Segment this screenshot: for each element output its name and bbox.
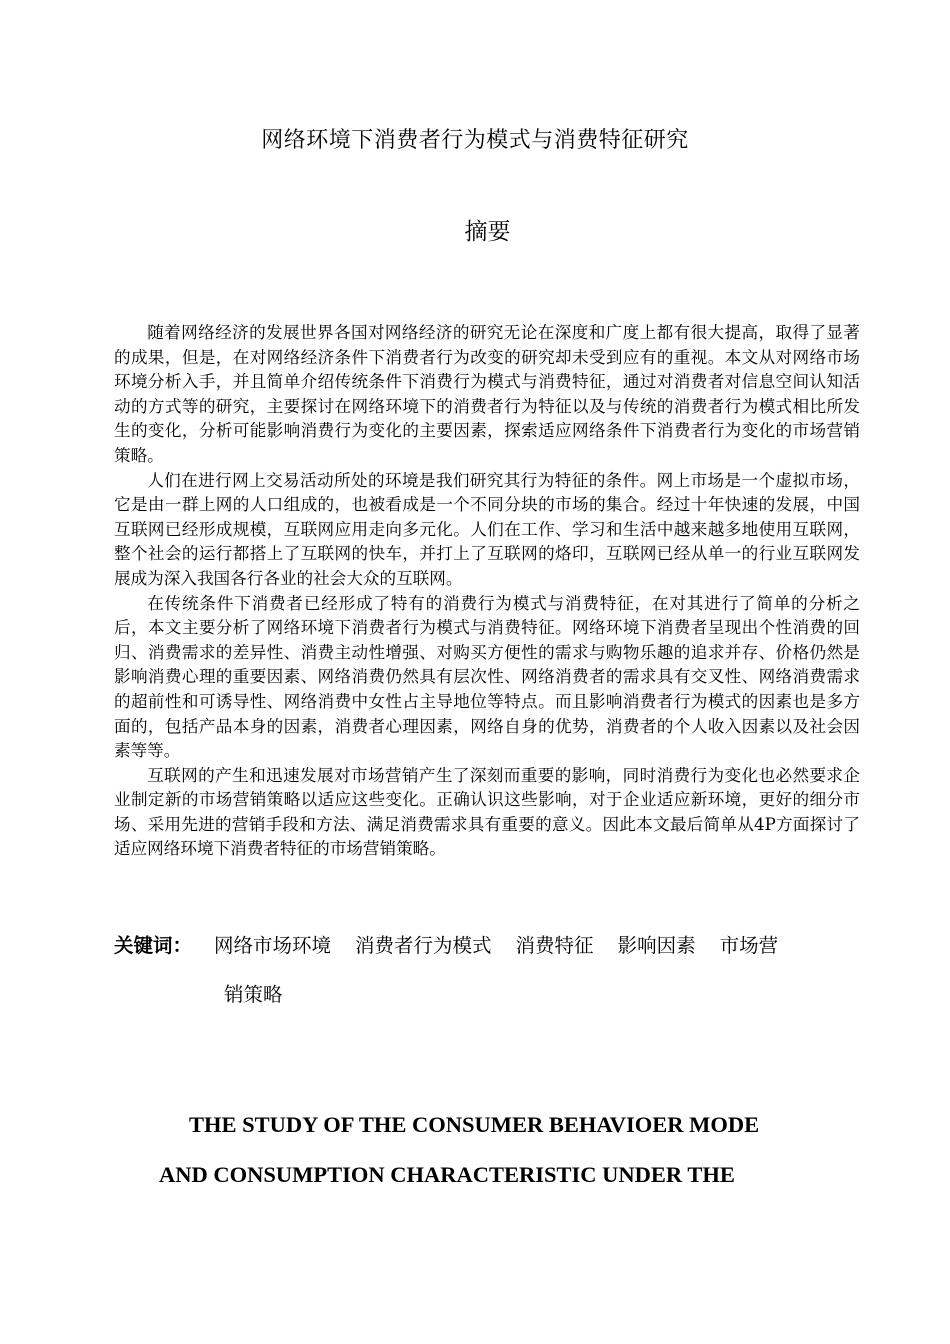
abstract-body <box>114 321 860 862</box>
keywords-section <box>114 930 864 1011</box>
abstract-paragraph: 互联网的产生和迅速发展对市场营销产生了深刻而重要的影响，同时消费行为变化也必然要求企业制定新的市场营销策略以适应这些变化。正确认识这些影响，对于企业适应新环境，更好的细分市场、采用先进的营销手段和方法、满足消费需求具有重要的意义。因此本文最后简单从4P方面探讨了适应网络环境下消费者特征的市场营销策略。 <box>114 765 860 859</box>
keywords-line <box>114 930 864 962</box>
keyword-term: 消费者行为模式 <box>355 934 492 957</box>
english-title-line: AND CONSUMPTION CHARACTERISTIC UNDER THE <box>159 1162 735 1187</box>
keyword-term: 网络市场环境 <box>214 934 332 957</box>
keyword-term: 消费特征 <box>515 934 594 957</box>
keyword-term: 影响因素 <box>617 934 696 957</box>
keyword-term: 市场营 <box>719 934 779 957</box>
chinese-title: 网络环境下消费者行为模式与消费特征研究 <box>261 128 689 153</box>
english-title <box>0 1100 950 1200</box>
abstract-paragraph: 随着网络经济的发展世界各国对网络经济的研究无论在深度和广度上都有很大提高，取得了显著的成果，但是，在对网络经济条件下消费者行为改变的研究却未受到应有的重视。本文从对网络市场环境分析入手，并且简单介绍传统条件下消费行为模式与消费特征，通过对消费者对信息空间认知活动的方式等的研究，主要探讨在网络环境下的消费者行为特征以及与传统的消费者行为模式相比所发生的变化，分析可能影响消费行为变化的主要因素，探索适应网络条件下消费者行为变化的市场营销策略。 <box>114 323 860 465</box>
abstract-heading: 摘要 <box>464 219 511 245</box>
keywords-continuation: 销策略 <box>224 983 283 1006</box>
keywords-label: 关键词： <box>114 934 193 957</box>
abstract-paragraph: 人们在进行网上交易活动所处的环境是我们研究其行为特征的条件。网上市场是一个虚拟市场，它是由一群上网的人口组成的，也被看成是一个不同分块的市场的集合。经过十年快速的发展，中国互联网已经形成规模，互联网应用走向多元化。人们在工作、学习和生活中越来越多地使用互联网，整个社会的运行都搭上了互联网的快车，并打上了互联网的烙印，互联网已经从单一的行业互联网发展成为深入我国各行各业的社会大众的互联网。 <box>114 470 860 588</box>
abstract-paragraph: 在传统条件下消费者已经形成了特有的消费行为模式与消费特征，在对其进行了简单的分析之后，本文主要分析了网络环境下消费者行为模式与消费特征。网络环境下消费者呈现出个性消费的回归、消费需求的差异性、消费主动性增强、对购买方便性的需求与购物乐趣的追求并存、价格仍然是影响消费心理的重要因素、网络消费仍然具有层次性、网络消费者的需求具有交叉性、网络消费需求的超前性和可诱导性、网络消费中女性占主导地位等特点。而且影响消费者行为模式的因素也是多方面的，包括产品本身的因素，消费者心理因素，网络自身的优势，消费者的个人收入因素以及社会因素等等。 <box>114 593 860 761</box>
english-title-line: THE STUDY OF THE CONSUMER BEHAVIOER MODE <box>189 1112 760 1137</box>
